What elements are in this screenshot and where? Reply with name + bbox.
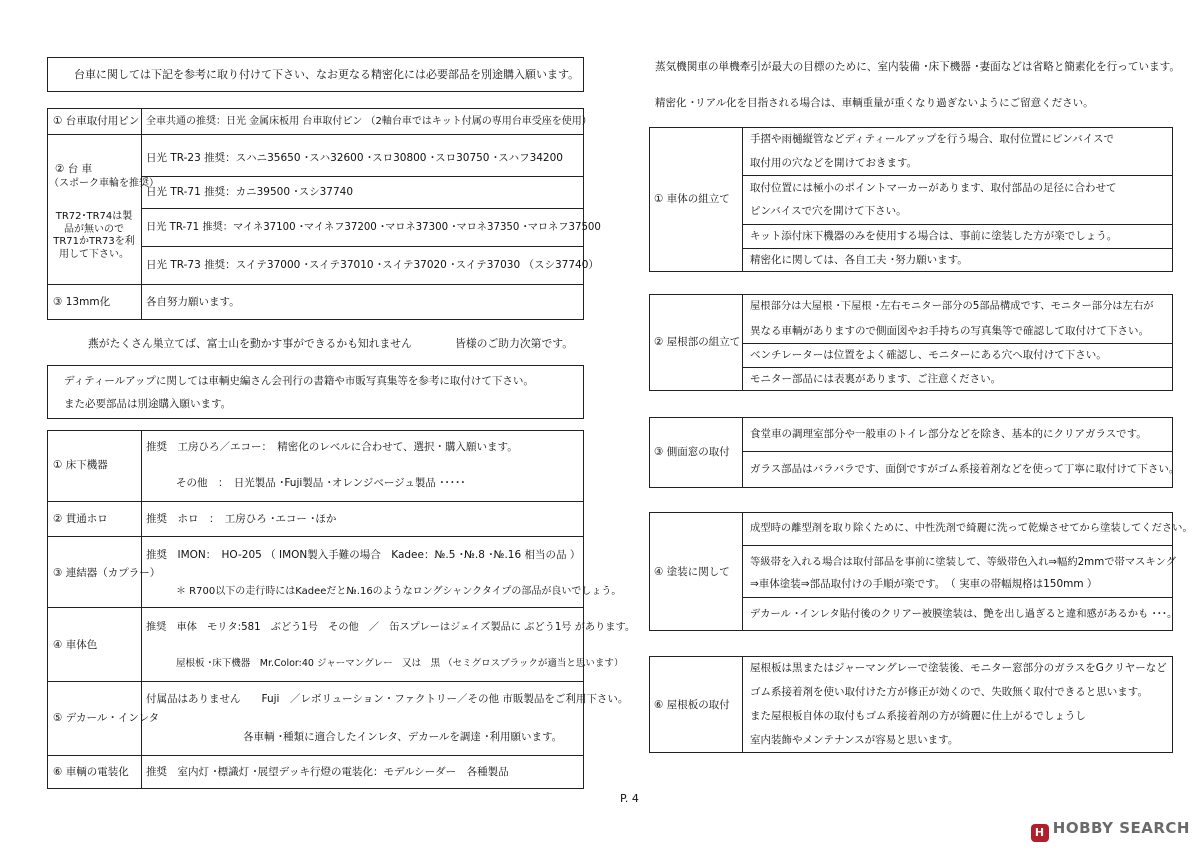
- bogie-spoke-note: （スポーク車輪を推奨）: [49, 178, 159, 189]
- decal-line-2: 各車輌 ･種類に適合したインレタ、デカールを調達 ･利用願います。: [243, 731, 563, 743]
- coupler-label: ③ 連結器（カプラー）: [53, 567, 161, 579]
- body-assembly-line-5: キット添付床下機器のみを使用する場合は、事前に塗装した方が楽でしょう。: [750, 230, 1118, 242]
- gangway-label: ② 貫通ホロ: [53, 513, 108, 525]
- painting-label: ④ 塗装に関して: [654, 566, 730, 578]
- bogie-pin-label: ① 台車取付用ピン: [53, 115, 140, 127]
- underfloor-line-2: その他 ： 日光製品 ･Fuji製品 ･オレンジベージュ製品 ･････: [176, 477, 466, 489]
- bogie-intro-text: 台車に関しては下記を参考に取り付けて下さい、なお更なる精密化には必要部品を別途購入願います。: [74, 68, 580, 81]
- swallow-line: 燕がたくさん巣立てば、富士山を動かす事ができるかも知れません 皆様のご助力次第です。: [88, 337, 573, 350]
- page-number: P. 4: [620, 792, 639, 805]
- underfloor-label: ① 床下機器: [53, 459, 108, 471]
- roof-panel-line-4: 室内装飾やメンテナンスが容易と思います。: [750, 734, 959, 746]
- painting-line-4: デカール ･インレタ貼付後のクリアー被膜塗装は、艶を出し過ぎると違和感があるかも ･･･。: [750, 608, 1178, 620]
- body-assembly-line-1: 手摺や雨樋縦管などディティールアップを行う場合、取付位置にピンバイスで: [750, 133, 1115, 145]
- roof-assembly-line-2: 異なる車輌がありますので側面図やお手持ちの写真集等で確認して取付けて下さい。: [750, 325, 1149, 337]
- decal-line-1: 付属品はありません Fuji ／レボリューション・ファクトリー／その他 市販製品をご利用下さい。: [146, 693, 629, 705]
- bogie-line-2: 日光 TR-71 推奨：カニ39500 ･スシ37740: [146, 186, 354, 198]
- roof-panel-line-3: また屋根板自体の取付もゴム系接着剤の方が綺麗に仕上がるでしょうし: [750, 710, 1086, 722]
- gangway-text: 推奨 ホロ ： 工房ひろ ･エコー ･ほか: [146, 513, 337, 525]
- roof-assembly-label: ② 屋根部の組立て: [654, 336, 741, 348]
- watermark-text: HOBBY SEARCH: [1052, 819, 1190, 837]
- bogie-pin-text: 全車共通の推奨：日光 金属床板用 台車取付ピン （2軸台車ではキット付属の専用台車受座を使用）: [146, 116, 592, 127]
- coupler-line-2: ＊ R700以下の走行時にはKadeeだと№.16のようなロングシャンクタイプの部品が良いでしょう。: [176, 586, 622, 597]
- painting-line-2: 等級帯を入れる場合は取付部品を事前に塗装して、等級帯色入れ⇒幅約2mmで帯マスキング: [750, 556, 1177, 568]
- detail-line-2: また必要部品は別途購入願います。: [64, 398, 232, 410]
- side-window-line-1: 食堂車の調理室部分や一般車のトイレ部分などを除き、基本的にクリアガラスです。: [750, 428, 1147, 440]
- roof-assembly-line-1: 屋根部分は大屋根 ･下屋根 ･左右モニター部分の5部品構成です、モニター部分は左右が: [750, 300, 1154, 312]
- bogie-line-3: 日光 TR-71 推奨：マイネ37100 ･マイネフ37200 ･マロネ37300 ･マロネ37350 ･マロネフ37500: [146, 222, 601, 233]
- side-window-label: ③ 側面窓の取付: [654, 446, 730, 458]
- body-assembly-label: ① 車体の組立て: [654, 193, 730, 205]
- body-color-line-1: 推奨 車体 モリタ:581 ぶどう1号 その他 ／ 缶スプレーはジェイズ製品に ぶどう1号 があります。: [146, 622, 636, 633]
- hobbysearch-logo-icon: H: [1031, 824, 1049, 842]
- body-assembly-line-2: 取付用の穴などを開けておきます。: [750, 157, 918, 169]
- roof-panel-line-1: 屋根板は黒またはジャーマングレーで塗装後、モニター窓部分のガラスをGクリヤーなど: [750, 662, 1167, 674]
- body-assembly-line-4: ピンバイスで穴を開けて下さい。: [750, 205, 907, 217]
- body-color-line-2: 屋根板 ･床下機器 Mr.Color:40 ジャーマングレー 又は 黒 （セミグロスブラックが適当と思います）: [176, 658, 624, 669]
- bogie-tr-note: TR72･TR74は製品が無いのでTR71かTR73を利用して下さい。: [53, 211, 135, 260]
- painting-line-3: ⇒車体塗装⇒部品取付けの手順が楽です。 （ 実車の帯幅規格は150mm ）: [750, 578, 1098, 590]
- bogie-line-4: 日光 TR-73 推奨：スイテ37000 ･スイテ37010 ･スイテ37020 ･スイテ37030 （スシ37740）: [146, 259, 599, 271]
- body-color-label: ④ 車体色: [53, 639, 98, 651]
- bogie-label: ② 台 車: [55, 163, 93, 175]
- coupler-line-1: 推奨 IMON： HO-205 （ IMON製入手難の場合 Kadee：№.5 ･№.8 ･№.16 相当の品 ）: [146, 549, 581, 561]
- side-window-line-2: ガラス部品はバラバラです、面倒ですがゴム系接着剤などを使って丁寧に取付けて下さい。: [750, 463, 1180, 475]
- bogie-line-1: 日光 TR-23 推奨：スハニ35650 ･スハ32600 ･スロ30800 ･スロ30750 ･スハフ34200: [146, 152, 563, 164]
- electrification-label: ⑥ 車輌の電装化: [53, 766, 129, 778]
- roof-assembly-line-4: モニター部品には表裏があります、ご注意ください。: [750, 373, 1002, 385]
- body-assembly-line-3: 取付位置には極小のポイントマーカーがあります、取付部品の足径に合わせて: [750, 182, 1117, 194]
- painting-line-1: 成型時の離型剤を取り除くために、中性洗剤で綺麗に洗って乾燥させてから塗装してください。: [750, 522, 1193, 534]
- detail-line-1: ディティールアップに関しては車輌史編さん会刊行の書籍や市販写真集等を参考に取付けて下さい。: [64, 375, 534, 387]
- roof-assembly-line-3: ベンチレーターは位置をよく確認し、モニターにある穴へ取付けて下さい。: [750, 349, 1107, 361]
- gauge-label: ③ 13mm化: [53, 296, 111, 308]
- roof-panel-line-2: ゴム系接着剤を使い取付けた方が修正が効くので、失敗無く取付できると思います。: [750, 686, 1148, 698]
- right-intro-line-1: 蒸気機関車の単機牽引が最大の目標のために、室内装備 ･床下機器 ･妻面などは省略と簡素化を行っています。: [655, 61, 1180, 73]
- underfloor-line-1: 推奨 工房ひろ／エコー： 精密化のレベルに合わせて、選択・購入願います。: [146, 441, 518, 453]
- roof-panel-label: ⑥ 屋根板の取付: [654, 699, 730, 711]
- decal-label: ⑤ デカール・インレタ: [53, 712, 160, 724]
- gauge-text: 各自努力願います。: [146, 296, 240, 308]
- watermark: [1031, 819, 1190, 842]
- electrification-text: 推奨 室内灯 ･標識灯 ･展望デッキ行燈の電装化：モデルシーダー 各種製品: [146, 766, 509, 778]
- body-assembly-line-6: 精密化に関しては、各自工夫 ･努力願います。: [750, 254, 968, 266]
- right-intro-line-2: 精密化 ･リアル化を目指される場合は、車輌重量が重くなり過ぎないようにご留意ください。: [655, 97, 1094, 109]
